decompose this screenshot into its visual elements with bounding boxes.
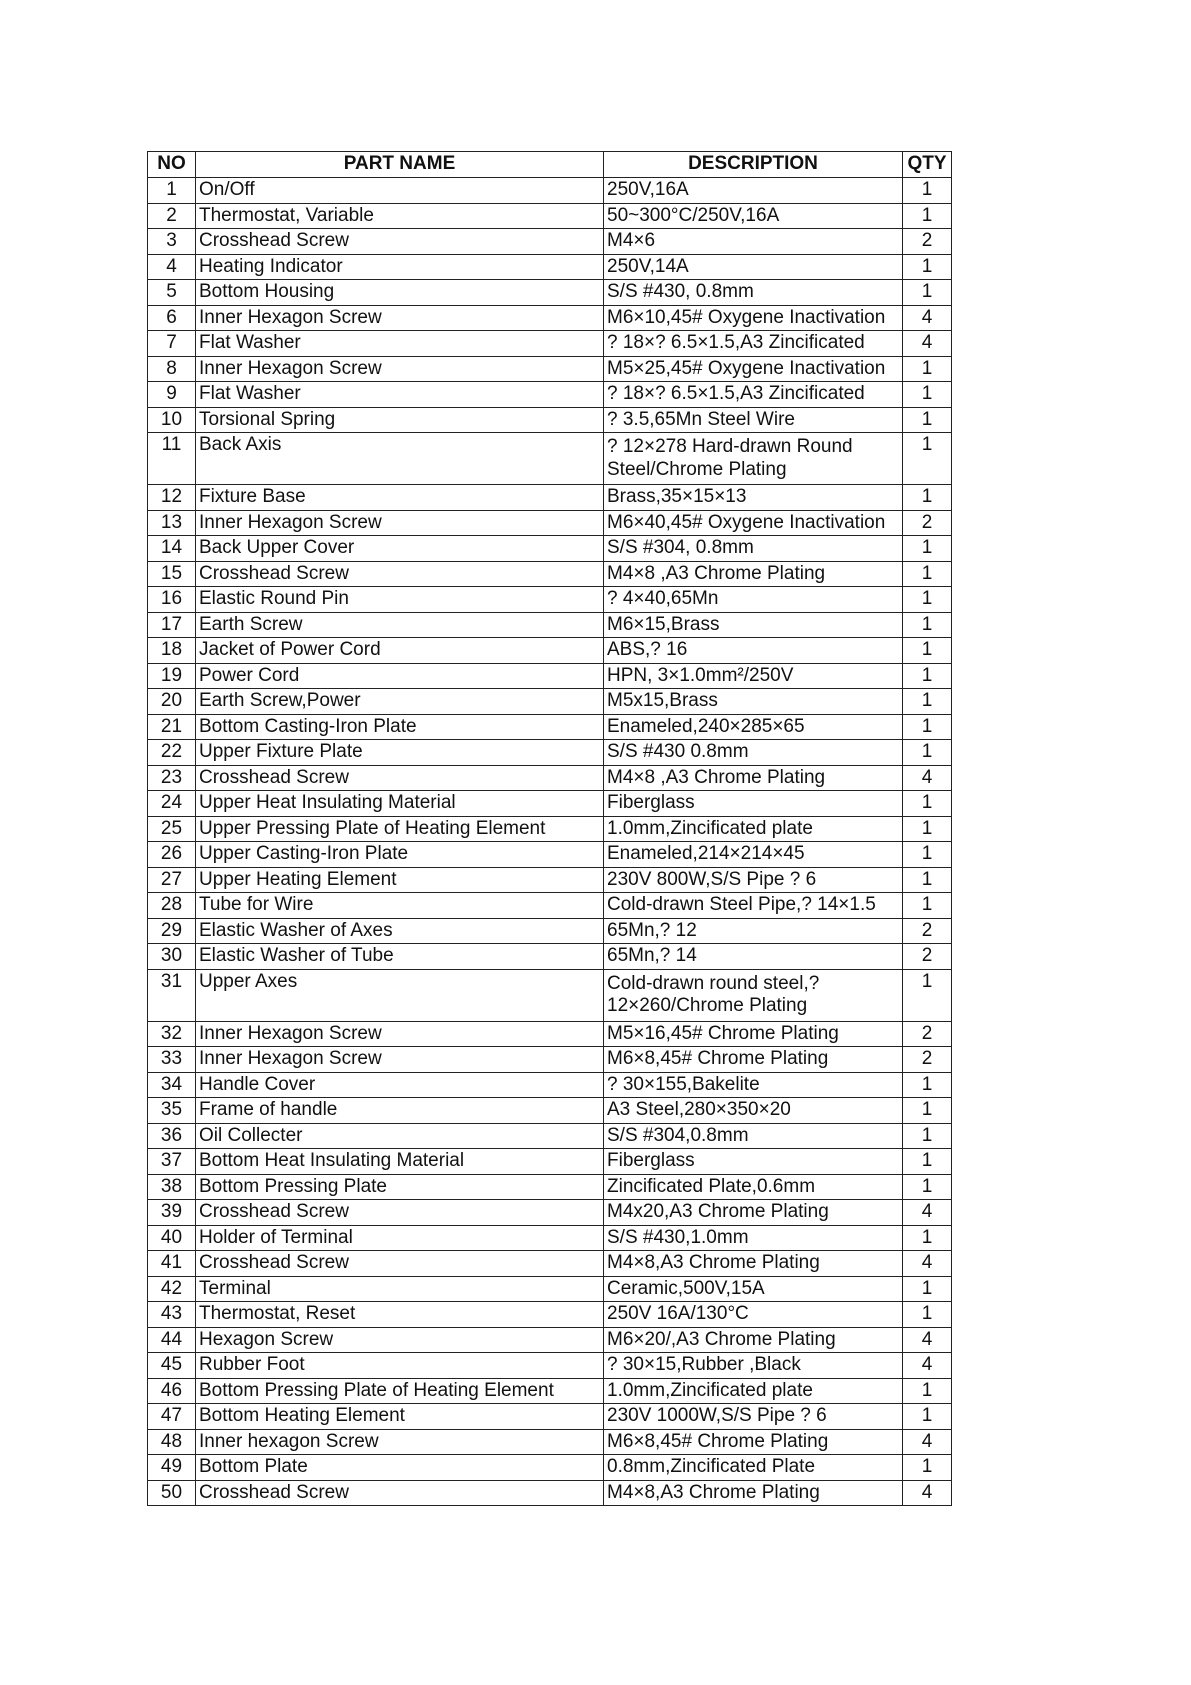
row-number: 38 [148, 1174, 196, 1200]
quantity-cell: 4 [903, 1327, 952, 1353]
part-name-cell: Upper Pressing Plate of Heating Element [196, 816, 604, 842]
quantity-cell: 1 [903, 433, 952, 485]
table-row [148, 1378, 952, 1404]
part-name-cell: Torsional Spring [196, 407, 604, 433]
part-name-cell: Hexagon Screw [196, 1327, 604, 1353]
quantity-cell: 2 [903, 918, 952, 944]
description-cell: 250V 16A/130°C [604, 1302, 903, 1328]
part-name-cell: Earth Screw,Power [196, 689, 604, 715]
table-row [148, 229, 952, 255]
row-number: 39 [148, 1200, 196, 1226]
part-name-cell: Back Axis [196, 433, 604, 485]
description-cell: Fiberglass [604, 1149, 903, 1175]
row-number: 48 [148, 1429, 196, 1455]
quantity-cell: 4 [903, 1200, 952, 1226]
row-number: 37 [148, 1149, 196, 1175]
table-row [148, 305, 952, 331]
part-name-cell: Terminal [196, 1276, 604, 1302]
part-name-cell: Inner Hexagon Screw [196, 1047, 604, 1073]
table-row [148, 331, 952, 357]
row-number: 22 [148, 740, 196, 766]
quantity-cell: 1 [903, 1455, 952, 1481]
description-cell: Cold-drawn Steel Pipe,? 14×1.5 [604, 893, 903, 919]
table-row [148, 433, 952, 485]
part-name-cell: Earth Screw [196, 612, 604, 638]
row-number: 35 [148, 1098, 196, 1124]
row-number: 24 [148, 791, 196, 817]
row-number: 19 [148, 663, 196, 689]
description-cell: M4×6 [604, 229, 903, 255]
part-name-cell: Bottom Housing [196, 280, 604, 306]
description-cell: ? 3.5,65Mn Steel Wire [604, 407, 903, 433]
description-cell: M4×8 ,A3 Chrome Plating [604, 765, 903, 791]
part-name-cell: Bottom Heat Insulating Material [196, 1149, 604, 1175]
row-number: 8 [148, 356, 196, 382]
quantity-cell: 1 [903, 1123, 952, 1149]
description-cell: A3 Steel,280×350×20 [604, 1098, 903, 1124]
quantity-cell: 4 [903, 305, 952, 331]
row-number: 20 [148, 689, 196, 715]
description-cell: M5×25,45# Oxygene Inactivation [604, 356, 903, 382]
quantity-cell: 2 [903, 510, 952, 536]
table-row [148, 510, 952, 536]
row-number: 42 [148, 1276, 196, 1302]
table-row [148, 407, 952, 433]
description-cell: ? 30×155,Bakelite [604, 1072, 903, 1098]
part-name-cell: Crosshead Screw [196, 229, 604, 255]
table-row [148, 1302, 952, 1328]
table-row [148, 280, 952, 306]
row-number: 41 [148, 1251, 196, 1277]
quantity-cell: 4 [903, 331, 952, 357]
quantity-cell: 1 [903, 740, 952, 766]
description-cell: S/S #430,1.0mm [604, 1225, 903, 1251]
quantity-cell: 4 [903, 1251, 952, 1277]
part-name-cell: Oil Collecter [196, 1123, 604, 1149]
description-cell: M4×8,A3 Chrome Plating [604, 1251, 903, 1277]
row-number: 33 [148, 1047, 196, 1073]
table-row [148, 1480, 952, 1506]
part-name-cell: Flat Washer [196, 331, 604, 357]
table-row [148, 1225, 952, 1251]
row-number: 4 [148, 254, 196, 280]
quantity-cell: 1 [903, 1174, 952, 1200]
part-name-cell: Upper Heat Insulating Material [196, 791, 604, 817]
description-cell: M4×8 ,A3 Chrome Plating [604, 561, 903, 587]
description-cell: HPN, 3×1.0mm²/250V [604, 663, 903, 689]
row-number: 17 [148, 612, 196, 638]
description-cell: Enameled,240×285×65 [604, 714, 903, 740]
table-row [148, 356, 952, 382]
part-name-cell: Elastic Washer of Tube [196, 944, 604, 970]
description-cell: Ceramic,500V,15A [604, 1276, 903, 1302]
row-number: 30 [148, 944, 196, 970]
row-number: 28 [148, 893, 196, 919]
quantity-cell: 1 [903, 356, 952, 382]
quantity-cell: 1 [903, 254, 952, 280]
quantity-cell: 1 [903, 485, 952, 511]
part-name-cell: Elastic Washer of Axes [196, 918, 604, 944]
table-row [148, 1455, 952, 1481]
part-name-cell: Crosshead Screw [196, 765, 604, 791]
part-name-cell: Crosshead Screw [196, 561, 604, 587]
row-number: 18 [148, 638, 196, 664]
part-name-cell: Thermostat, Variable [196, 203, 604, 229]
part-name-cell: Holder of Terminal [196, 1225, 604, 1251]
quantity-cell: 1 [903, 203, 952, 229]
row-number: 45 [148, 1353, 196, 1379]
table-row [148, 536, 952, 562]
description-cell: Fiberglass [604, 791, 903, 817]
row-number: 47 [148, 1404, 196, 1430]
table-row [148, 740, 952, 766]
row-number: 23 [148, 765, 196, 791]
part-name-cell: Crosshead Screw [196, 1200, 604, 1226]
quantity-cell: 1 [903, 969, 952, 1021]
part-name-cell: Jacket of Power Cord [196, 638, 604, 664]
table-row [148, 1047, 952, 1073]
description-cell: 0.8mm,Zincificated Plate [604, 1455, 903, 1481]
description-cell: 1.0mm,Zincificated plate [604, 816, 903, 842]
quantity-cell: 1 [903, 382, 952, 408]
description-cell: M6×8,45# Chrome Plating [604, 1429, 903, 1455]
parts-list-table [147, 151, 952, 1506]
description-cell: ABS,? 16 [604, 638, 903, 664]
part-name-cell: Inner Hexagon Screw [196, 510, 604, 536]
row-number: 3 [148, 229, 196, 255]
quantity-cell: 1 [903, 612, 952, 638]
description-cell: M5x15,Brass [604, 689, 903, 715]
quantity-cell: 1 [903, 178, 952, 204]
quantity-cell: 1 [903, 1302, 952, 1328]
header-no: NO [148, 152, 196, 178]
quantity-cell: 1 [903, 280, 952, 306]
table-row [148, 1429, 952, 1455]
quantity-cell: 2 [903, 1021, 952, 1047]
row-number: 32 [148, 1021, 196, 1047]
description-cell: 65Mn,? 14 [604, 944, 903, 970]
quantity-cell: 1 [903, 1072, 952, 1098]
table-row [148, 918, 952, 944]
table-row [148, 638, 952, 664]
part-name-cell: Inner Hexagon Screw [196, 1021, 604, 1047]
quantity-cell: 1 [903, 791, 952, 817]
part-name-cell: Elastic Round Pin [196, 587, 604, 613]
row-number: 34 [148, 1072, 196, 1098]
part-name-cell: Fixture Base [196, 485, 604, 511]
description-cell: M4x20,A3 Chrome Plating [604, 1200, 903, 1226]
table-row [148, 893, 952, 919]
quantity-cell: 1 [903, 638, 952, 664]
part-name-cell: Power Cord [196, 663, 604, 689]
quantity-cell: 1 [903, 1098, 952, 1124]
row-number: 16 [148, 587, 196, 613]
row-number: 25 [148, 816, 196, 842]
row-number: 9 [148, 382, 196, 408]
table-row [148, 1072, 952, 1098]
quantity-cell: 1 [903, 689, 952, 715]
table-row [148, 587, 952, 613]
quantity-cell: 1 [903, 714, 952, 740]
description-cell: M6×15,Brass [604, 612, 903, 638]
description-cell: ? 12×278 Hard-drawn Round Steel/Chrome Plating [604, 433, 903, 485]
part-name-cell: Flat Washer [196, 382, 604, 408]
table-row [148, 1123, 952, 1149]
description-cell: Zincificated Plate,0.6mm [604, 1174, 903, 1200]
quantity-cell: 1 [903, 1378, 952, 1404]
table-row [148, 1149, 952, 1175]
quantity-cell: 4 [903, 1429, 952, 1455]
part-name-cell: Frame of handle [196, 1098, 604, 1124]
row-number: 15 [148, 561, 196, 587]
row-number: 46 [148, 1378, 196, 1404]
part-name-cell: Bottom Casting-Iron Plate [196, 714, 604, 740]
table-body [148, 178, 952, 1506]
quantity-cell: 1 [903, 407, 952, 433]
quantity-cell: 4 [903, 1353, 952, 1379]
row-number: 44 [148, 1327, 196, 1353]
part-name-cell: Bottom Pressing Plate [196, 1174, 604, 1200]
part-name-cell: Crosshead Screw [196, 1480, 604, 1506]
quantity-cell: 1 [903, 587, 952, 613]
part-name-cell: On/Off [196, 178, 604, 204]
table-row [148, 714, 952, 740]
description-cell: ? 18×? 6.5×1.5,A3 Zincificated [604, 382, 903, 408]
table-row [148, 1200, 952, 1226]
quantity-cell: 1 [903, 663, 952, 689]
table-row [148, 485, 952, 511]
part-name-cell: Upper Fixture Plate [196, 740, 604, 766]
quantity-cell: 2 [903, 229, 952, 255]
quantity-cell: 2 [903, 944, 952, 970]
quantity-cell: 1 [903, 536, 952, 562]
table-row [148, 612, 952, 638]
row-number: 11 [148, 433, 196, 485]
table-row [148, 1098, 952, 1124]
part-name-cell: Bottom Heating Element [196, 1404, 604, 1430]
description-cell: M6×20/,A3 Chrome Plating [604, 1327, 903, 1353]
description-cell: ? 18×? 6.5×1.5,A3 Zincificated [604, 331, 903, 357]
description-cell: 230V 1000W,S/S Pipe ? 6 [604, 1404, 903, 1430]
description-cell: S/S #430 0.8mm [604, 740, 903, 766]
row-number: 40 [148, 1225, 196, 1251]
quantity-cell: 1 [903, 1276, 952, 1302]
row-number: 27 [148, 867, 196, 893]
description-cell: 1.0mm,Zincificated plate [604, 1378, 903, 1404]
row-number: 43 [148, 1302, 196, 1328]
row-number: 49 [148, 1455, 196, 1481]
table-row [148, 178, 952, 204]
row-number: 14 [148, 536, 196, 562]
part-name-cell: Tube for Wire [196, 893, 604, 919]
row-number: 13 [148, 510, 196, 536]
part-name-cell: Crosshead Screw [196, 1251, 604, 1277]
table-row [148, 765, 952, 791]
row-number: 12 [148, 485, 196, 511]
quantity-cell: 4 [903, 765, 952, 791]
description-cell: M6×8,45# Chrome Plating [604, 1047, 903, 1073]
row-number: 7 [148, 331, 196, 357]
quantity-cell: 1 [903, 1149, 952, 1175]
row-number: 36 [148, 1123, 196, 1149]
description-cell: 250V,14A [604, 254, 903, 280]
row-number: 1 [148, 178, 196, 204]
table-row [148, 867, 952, 893]
part-name-cell: Upper Axes [196, 969, 604, 1021]
part-name-cell: Bottom Pressing Plate of Heating Element [196, 1378, 604, 1404]
table-header [148, 152, 952, 178]
table-row [148, 816, 952, 842]
description-cell: 50~300°C/250V,16A [604, 203, 903, 229]
quantity-cell: 1 [903, 1225, 952, 1251]
part-name-cell: Handle Cover [196, 1072, 604, 1098]
header-row [148, 152, 952, 178]
part-name-cell: Heating Indicator [196, 254, 604, 280]
part-name-cell: Inner Hexagon Screw [196, 356, 604, 382]
table-row [148, 561, 952, 587]
row-number: 29 [148, 918, 196, 944]
description-cell: S/S #304, 0.8mm [604, 536, 903, 562]
table-row [148, 1327, 952, 1353]
description-cell: Enameled,214×214×45 [604, 842, 903, 868]
quantity-cell: 2 [903, 1047, 952, 1073]
row-number: 31 [148, 969, 196, 1021]
table-row [148, 254, 952, 280]
description-cell: Brass,35×15×13 [604, 485, 903, 511]
description-cell: Cold-drawn round steel,? 12×260/Chrome Plating [604, 969, 903, 1021]
description-cell: 230V 800W,S/S Pipe ? 6 [604, 867, 903, 893]
quantity-cell: 1 [903, 816, 952, 842]
table-row [148, 203, 952, 229]
description-cell: 250V,16A [604, 178, 903, 204]
table-row [148, 689, 952, 715]
row-number: 6 [148, 305, 196, 331]
part-name-cell: Inner hexagon Screw [196, 1429, 604, 1455]
description-cell: S/S #430, 0.8mm [604, 280, 903, 306]
quantity-cell: 1 [903, 867, 952, 893]
row-number: 5 [148, 280, 196, 306]
table-row [148, 1251, 952, 1277]
part-name-cell: Thermostat, Reset [196, 1302, 604, 1328]
table-row [148, 663, 952, 689]
header-part-name: PART NAME [196, 152, 604, 178]
description-cell: M6×10,45# Oxygene Inactivation [604, 305, 903, 331]
table-row [148, 382, 952, 408]
table-row [148, 1353, 952, 1379]
quantity-cell: 1 [903, 842, 952, 868]
quantity-cell: 1 [903, 561, 952, 587]
row-number: 2 [148, 203, 196, 229]
description-cell: S/S #304,0.8mm [604, 1123, 903, 1149]
description-cell: M6×40,45# Oxygene Inactivation [604, 510, 903, 536]
header-qty: QTY [903, 152, 952, 178]
table-row [148, 1404, 952, 1430]
description-cell: 65Mn,? 12 [604, 918, 903, 944]
table-row [148, 944, 952, 970]
part-name-cell: Bottom Plate [196, 1455, 604, 1481]
table-row [148, 1174, 952, 1200]
description-cell: ? 30×15,Rubber ,Black [604, 1353, 903, 1379]
table-row [148, 791, 952, 817]
row-number: 21 [148, 714, 196, 740]
table-row [148, 842, 952, 868]
description-cell: ? 4×40,65Mn [604, 587, 903, 613]
description-cell: M5×16,45# Chrome Plating [604, 1021, 903, 1047]
table-row [148, 1276, 952, 1302]
row-number: 10 [148, 407, 196, 433]
part-name-cell: Rubber Foot [196, 1353, 604, 1379]
part-name-cell: Inner Hexagon Screw [196, 305, 604, 331]
description-cell: M4×8,A3 Chrome Plating [604, 1480, 903, 1506]
quantity-cell: 1 [903, 1404, 952, 1430]
table-row [148, 969, 952, 1021]
row-number: 50 [148, 1480, 196, 1506]
quantity-cell: 4 [903, 1480, 952, 1506]
header-description: DESCRIPTION [604, 152, 903, 178]
table-row [148, 1021, 952, 1047]
row-number: 26 [148, 842, 196, 868]
quantity-cell: 1 [903, 893, 952, 919]
part-name-cell: Upper Casting-Iron Plate [196, 842, 604, 868]
part-name-cell: Back Upper Cover [196, 536, 604, 562]
part-name-cell: Upper Heating Element [196, 867, 604, 893]
